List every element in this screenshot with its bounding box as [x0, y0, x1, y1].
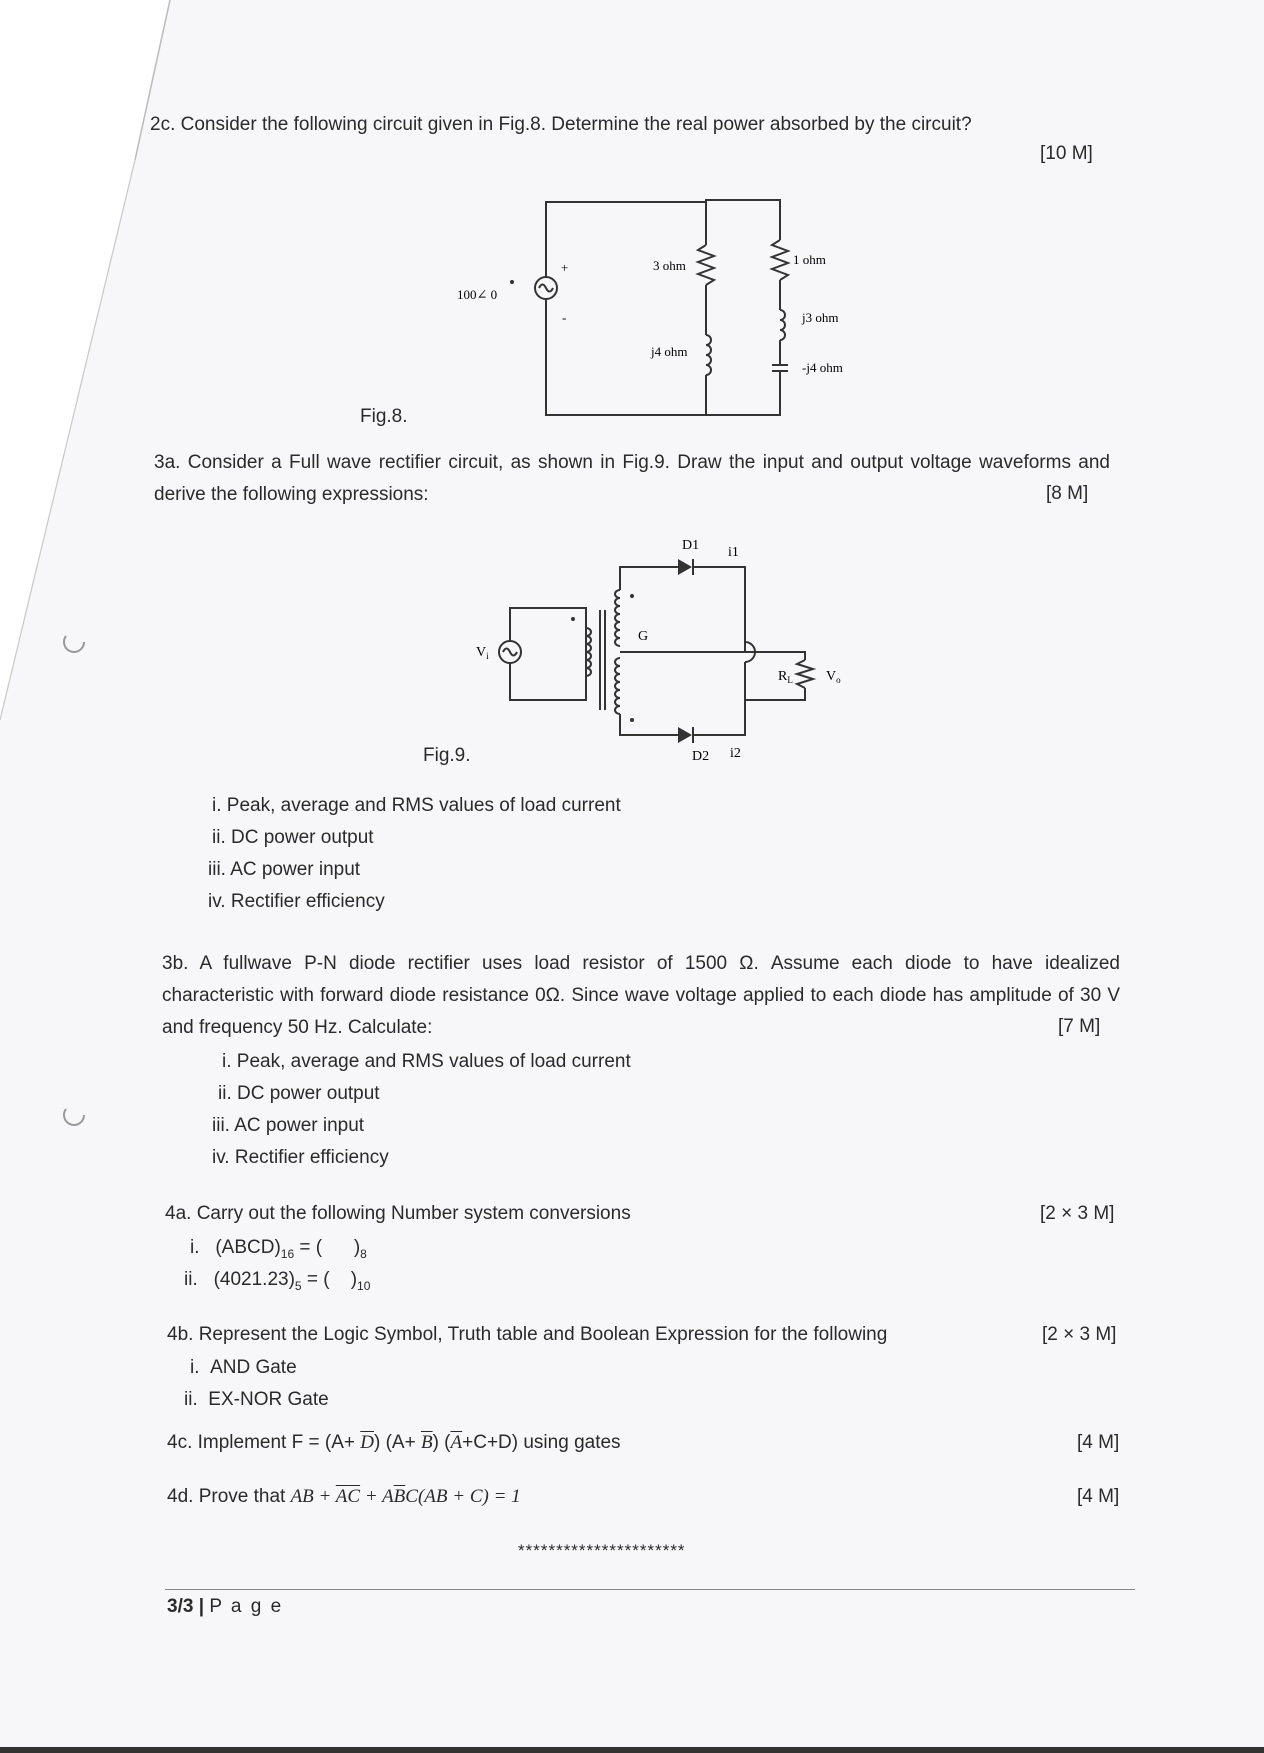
- r2-label: 1 ohm: [793, 252, 826, 267]
- rl-label: $R_L$: [778, 669, 793, 685]
- q3a-item-1: i. Peak, average and RMS values of load current: [212, 795, 621, 816]
- d1-label: D1: [682, 538, 700, 553]
- resistor-3ohm: [698, 245, 714, 285]
- inductor-j4: [706, 335, 711, 375]
- l1-label: j4 ohm: [651, 344, 688, 359]
- q3b-item-2: ii. DC power output: [218, 1083, 380, 1104]
- figure-9-rectifier: [460, 530, 880, 765]
- transformer-primary: [586, 628, 591, 676]
- q3b-item-1: i. Peak, average and RMS values of load current: [222, 1051, 631, 1072]
- g-label: G: [638, 629, 649, 644]
- r1-label: 3 ohm: [653, 258, 686, 273]
- d2-label: D2: [692, 749, 710, 760]
- q4b-item-2: ii. EX-NOR Gate: [184, 1389, 329, 1410]
- wire-left-branch: [546, 202, 706, 265]
- punch-hole-bottom: [60, 1103, 90, 1133]
- resistor-1ohm: [772, 240, 788, 280]
- q3a-item-4: iv. Rectifier efficiency: [208, 891, 385, 912]
- q3b-item-4: iv. Rectifier efficiency: [212, 1147, 389, 1168]
- source-label: 100∠ 0: [457, 287, 498, 302]
- inductor-j3: [780, 310, 785, 340]
- q4c-marks: [4 M]: [1077, 1432, 1120, 1453]
- page-footer: 3/3 | P a g e: [167, 1596, 284, 1617]
- q4b-item-1: i. AND Gate: [190, 1357, 297, 1378]
- q2c-marks: [10 M]: [1040, 143, 1093, 164]
- q4d-text: 4d. Prove that AB + $\overline{A}\overline{C} + A\overline{B}C(AB + C) = 1$: [167, 1486, 521, 1507]
- fig9-label: Fig.9.: [423, 745, 471, 766]
- q3a-text: 3a. Consider a Full wave rectifier circuit, as shown in Fig.9. Draw the input and output voltage waveforms and derive the following expressions:: [154, 452, 1110, 505]
- fig8-label: Fig.8.: [360, 406, 408, 427]
- q4c-text: 4c. Implement $F = (A+ \overline{D})$ $(A+ \overline{B})$ $(\overline{A}+C+D)$ using gates: [167, 1432, 621, 1453]
- c2-label: -j4 ohm: [802, 360, 843, 375]
- q4b-text: 4b. Represent the Logic Symbol, Truth table and Boolean Expression for the following: [167, 1324, 888, 1345]
- figure-8-circuit: [440, 190, 880, 425]
- footer-rule: [165, 1589, 1135, 1590]
- scan-bottom-edge: [0, 1747, 1264, 1753]
- q4a-item-1: i. $(ABCD)_{16}$ = ( )$_8$: [190, 1237, 367, 1261]
- l2-label: j3 ohm: [802, 310, 839, 325]
- q3a-marks: [8 M]: [1046, 483, 1089, 504]
- end-stars: **********************: [518, 1541, 686, 1560]
- i1-label: i1: [728, 545, 739, 560]
- vi-label: $V_i$: [476, 645, 489, 661]
- q3a-item-3: iii. AC power input: [208, 859, 361, 880]
- q4d-marks: [4 M]: [1077, 1486, 1120, 1507]
- diode-d1: [678, 559, 692, 575]
- q4a-marks: [2 × 3 M]: [1040, 1203, 1115, 1224]
- punch-hole-top: [60, 630, 90, 660]
- q4b-marks: [2 × 3 M]: [1042, 1324, 1117, 1345]
- transformer-secondary-bottom: [615, 658, 620, 714]
- q2c-text: 2c. Consider the following circuit given in Fig.8. Determine the real power absorbed by the circuit?: [150, 114, 972, 135]
- q3b-item-3: iii. AC power input: [212, 1115, 365, 1136]
- q3a-item-2: ii. DC power output: [212, 827, 374, 848]
- q3b-marks: [7 M]: [1058, 1016, 1101, 1037]
- i2-label: i2: [730, 746, 741, 760]
- vo-label: $V_o$: [826, 669, 841, 685]
- diode-d2: [678, 727, 692, 743]
- q4a-text: 4a. Carry out the following Number system conversions: [165, 1203, 631, 1224]
- q4a-item-2: ii. $(4021.23)_5$ = ( )$_{10}$: [184, 1269, 371, 1293]
- source-minus: -: [562, 310, 567, 325]
- load-resistor: [797, 660, 813, 688]
- source-plus: +: [561, 260, 569, 275]
- q3b-text: 3b. A fullwave P-N diode rectifier uses load resistor of 1500 Ω. Assume each diode to have idealized characteristic with forward diode resistance 0Ω. Since wave voltage applied to each diode has amplitude of 30 V and frequency 50 Hz. Calculate:: [162, 953, 1120, 1038]
- transformer-secondary-top: [615, 590, 620, 646]
